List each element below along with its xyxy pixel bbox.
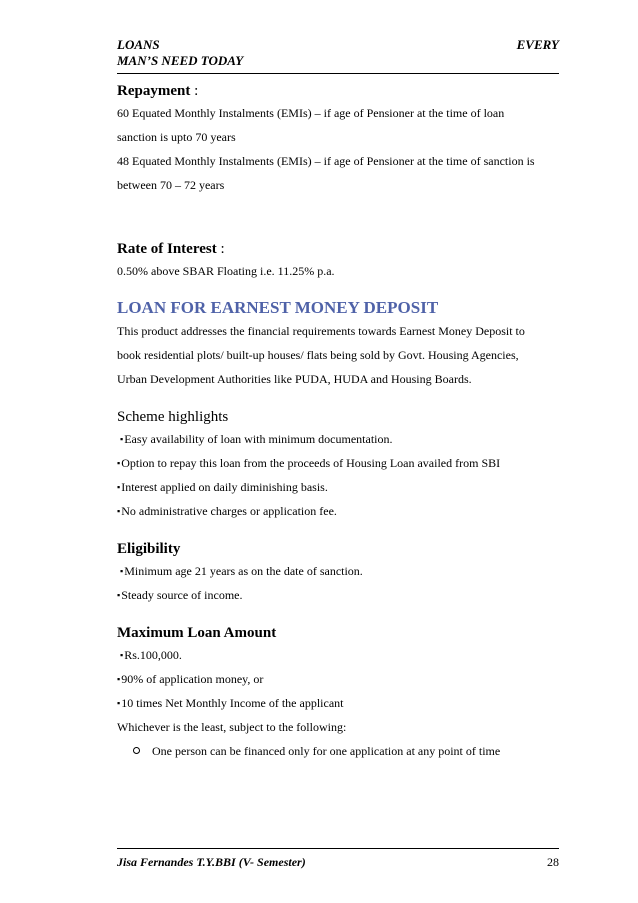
emd-line-2: book residential plots/ built-up houses/ flats being sold by Govt. Housing Agencies, xyxy=(117,348,519,362)
page-number: 28 xyxy=(547,855,559,869)
highlight-item: ▪No administrative charges or application fee. xyxy=(117,504,337,518)
header-rule xyxy=(117,73,559,74)
eligibility-heading: Eligibility xyxy=(117,541,181,557)
page-content xyxy=(117,80,568,763)
max-loan-item: ▪90% of application money, or xyxy=(117,672,264,686)
footer-author: Jisa Fernandes T.Y.BBI (V- Semester) xyxy=(117,855,306,869)
repayment-heading: Repayment : xyxy=(117,83,199,99)
circle-bullet-icon xyxy=(133,747,140,754)
highlight-item: ▪Option to repay this loan from the proceeds of Housing Loan availed from SBI xyxy=(117,456,501,470)
max-loan-item: ▪Rs.100,000. xyxy=(120,648,182,662)
header-right: EVERY xyxy=(516,37,559,52)
eligibility-item: ▪Minimum age 21 years as on the date of sanction. xyxy=(120,564,363,578)
repayment-line-3: 48 Equated Monthly Instalments (EMIs) – if age of Pensioner at the time of sanction is xyxy=(117,154,535,168)
interest-text: 0.50% above SBAR Floating i.e. 11.25% p.a. xyxy=(117,264,335,278)
page-footer xyxy=(117,848,559,870)
header-line2: MAN’S NEED TODAY xyxy=(117,53,244,68)
repayment-line-2: sanction is upto 70 years xyxy=(117,130,236,144)
repayment-line-4: between 70 – 72 years xyxy=(117,178,225,192)
eligibility-item: ▪Steady source of income. xyxy=(117,588,243,602)
max-loan-item: ▪10 times Net Monthly Income of the applicant xyxy=(117,696,344,710)
emd-title: LOAN FOR EARNEST MONEY DEPOSIT xyxy=(117,298,439,317)
highlights-heading: Scheme highlights xyxy=(117,409,229,425)
highlight-item: ▪Easy availability of loan with minimum documentation. xyxy=(120,432,393,446)
max-loan-heading: Maximum Loan Amount xyxy=(117,625,277,641)
running-header xyxy=(117,37,559,69)
emd-line-3: Urban Development Authorities like PUDA, HUDA and Housing Boards. xyxy=(117,372,472,386)
highlight-item: ▪Interest applied on daily diminishing basis. xyxy=(117,480,328,494)
max-loan-sub-item: One person can be financed only for one application at any point of time xyxy=(117,739,568,763)
interest-heading: Rate of Interest : xyxy=(117,241,225,257)
repayment-line-1: 60 Equated Monthly Instalments (EMIs) – if age of Pensioner at the time of loan xyxy=(117,106,505,120)
footer-rule xyxy=(117,848,559,849)
max-loan-condition: Whichever is the least, subject to the following: xyxy=(117,720,347,734)
emd-line-1: This product addresses the financial requirements towards Earnest Money Deposit to xyxy=(117,324,525,338)
header-left: LOANS xyxy=(117,37,160,52)
